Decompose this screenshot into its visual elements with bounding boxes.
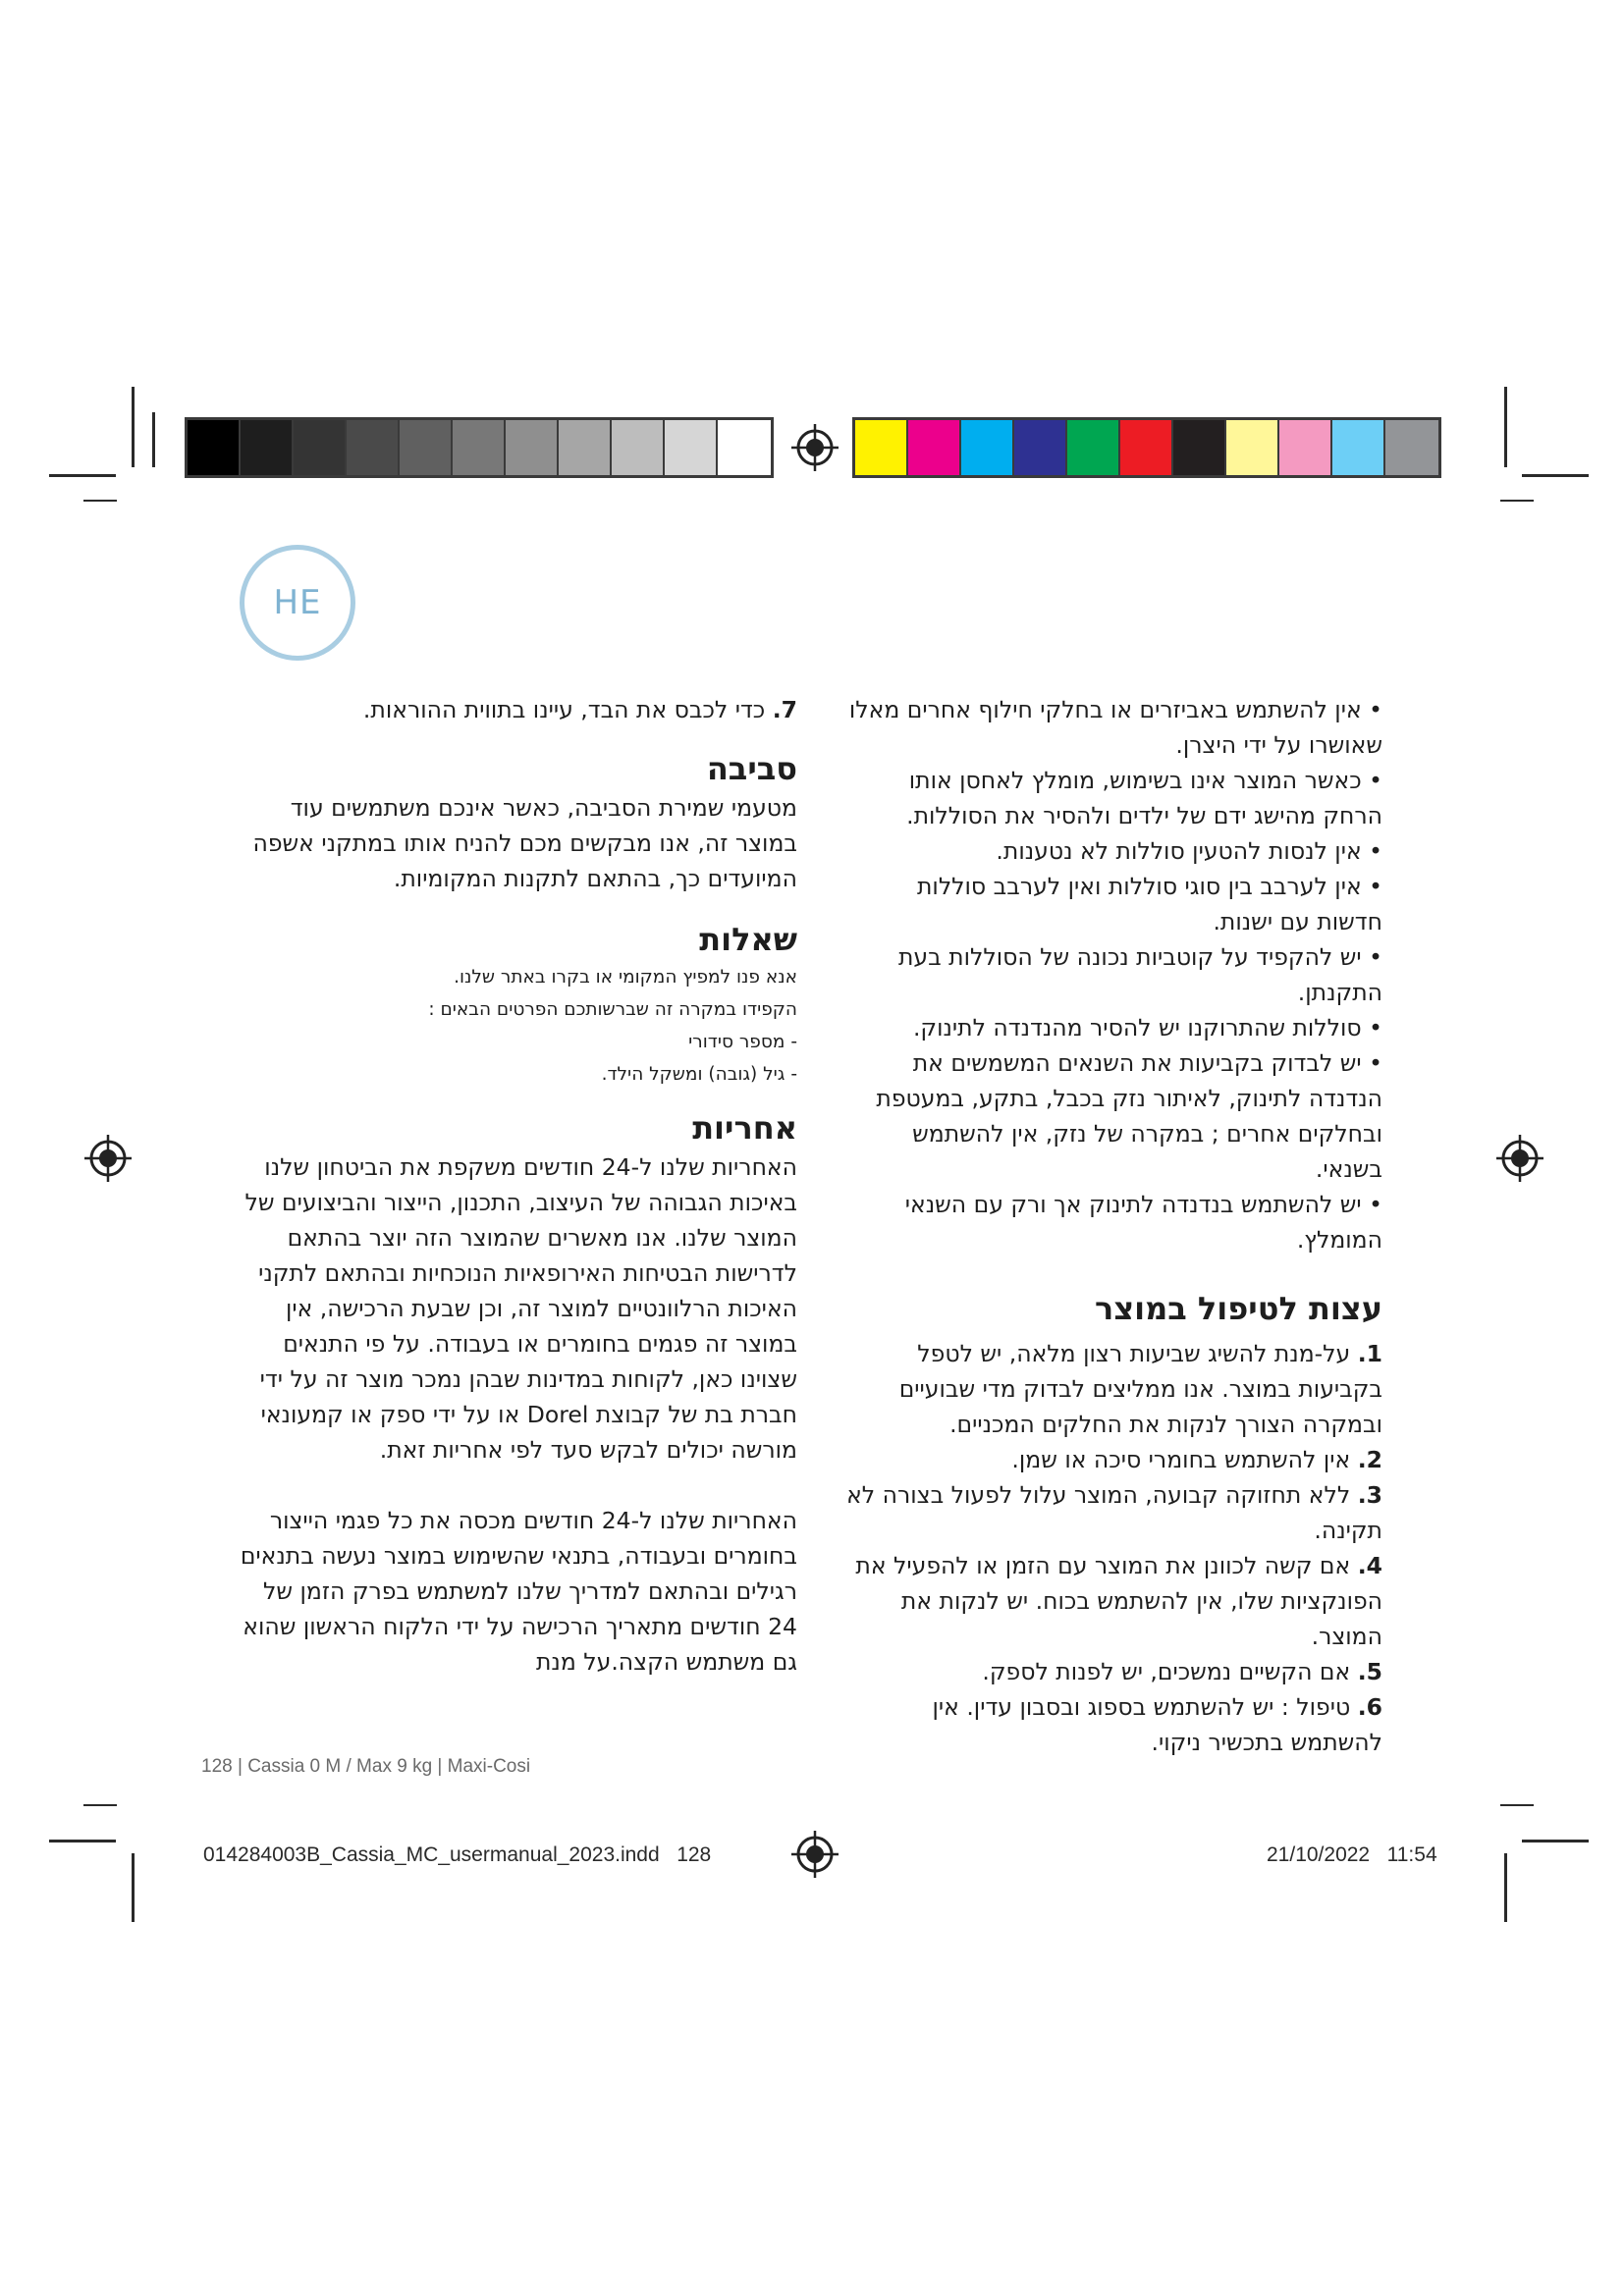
item-number: 6.	[1357, 1693, 1382, 1721]
right-column	[844, 692, 1382, 1760]
item-number: 5.	[1357, 1658, 1382, 1685]
list-item: - מספר סידורי	[688, 1032, 797, 1052]
list-item: • אין לנסות להטעין סוללות לא נטענות.	[996, 837, 1382, 865]
color-swatch	[294, 420, 347, 475]
list-item: הקפידו במקרה זה שברשותכם הפרטים הבאים :	[428, 999, 797, 1020]
color-swatch	[1332, 420, 1385, 475]
list-item	[844, 1548, 1382, 1654]
color-swatch	[961, 420, 1014, 475]
item-number: 2.	[1357, 1446, 1382, 1473]
crop-mark	[1522, 1840, 1589, 1842]
crop-mark	[132, 387, 135, 467]
care-item-7	[236, 692, 797, 727]
list-item	[844, 1477, 1382, 1548]
color-swatch	[559, 420, 612, 475]
crop-mark	[1522, 474, 1589, 477]
color-swatch	[1385, 420, 1438, 475]
process-color-bar	[852, 417, 1441, 478]
color-swatch	[1279, 420, 1332, 475]
slug-page: 128	[677, 1843, 712, 1866]
list-item: • אין להשתמש באביזרים או בחלקי חילוף אחרים מאלו שאושרו על ידי היצרן.	[848, 696, 1382, 759]
item-text: אין להשתמש בחומרי סיכה או שמן.	[1011, 1446, 1358, 1473]
bullet-list	[844, 692, 1382, 1257]
list-item: אנא פנו למפיץ המקומי או בקרו באתר שלנו.	[454, 967, 797, 988]
crop-mark	[1504, 1853, 1507, 1922]
environment-text: מטעמי שמירת הסביבה, כאשר אינכם משתמשים עוד במוצר זה, אנו מבקשים מכם להניח אותו במתקני אשפה המיועדים כך, בהתאם לתקנות המקומיות.	[252, 794, 797, 892]
warranty-paragraph: האחריות שלנו ל-24 חודשים משקפת את הביטחון שלנו באיכות הגבוהה של העיצוב, התכנון, הייצור והביצועים של המוצר שלנו. אנו מאשרים שהמוצר הזה יוצר בהתאם לדרישות הבטיחות האירופאיות הנוכחיות ובהתאם לתקני האיכות הרלוונטיים למוצר זה, וכן שבעת הרכישה, אין במוצר זה פגמים בחומרים או בעבודה. על פי התנאים שצוינו כאן, לקוחות במדינות שבהן נמכר מוצר זה על ידי חברת בת של קבוצת Dorel או על ידי ספק או קמעונאי מורשה יכולים לבקש סעד לפי אחריות זאת.	[244, 1153, 797, 1464]
item-text: ללא תחזוקה קבועה, המוצר עלול לפעול בצורה לא תקינה.	[846, 1481, 1382, 1544]
care-heading: עצות לטיפול במוצר	[1094, 1290, 1382, 1327]
color-swatch	[665, 420, 718, 475]
page-footer: 128 | Cassia 0 M / Max 9 kg | Maxi-Cosi	[201, 1756, 531, 1777]
item-text: טיפול : יש להשתמש בספוג ובסבון עדין. אין להשתמש בתכשיר ניקוי.	[932, 1693, 1382, 1756]
list-item: • יש לבדוק בקביעות את השנאים המשמשים את הנדנדה לתינוק, לאיתור נזק בכבל, בתקע, במעטפת ובחלקים אחרים ; במקרה של נזק, אין להשתמש בשנאי.	[876, 1049, 1382, 1183]
list-item: • סוללות שהתרוקנו יש להסיר מהנדנדה לתינוק.	[912, 1014, 1382, 1041]
left-column	[236, 692, 797, 1680]
language-badge: HE	[240, 545, 355, 661]
color-swatch	[1067, 420, 1120, 475]
list-item	[844, 1654, 1382, 1689]
crop-mark	[83, 1804, 117, 1806]
color-swatch	[453, 420, 506, 475]
color-swatch	[347, 420, 400, 475]
list-item: • יש להשתמש בנדנדה לתינוק אך ורק עם השנאי המומלץ.	[904, 1191, 1382, 1254]
color-swatch	[1014, 420, 1067, 475]
item-number: 4.	[1357, 1552, 1382, 1579]
color-swatch	[1173, 420, 1226, 475]
crop-mark	[1500, 500, 1534, 502]
crop-mark	[49, 1840, 116, 1842]
color-swatch	[612, 420, 665, 475]
item-text: כדי לכבס את הבד, עיינו בתווית ההוראות.	[362, 696, 773, 723]
list-item	[844, 1442, 1382, 1477]
list-item	[844, 1689, 1382, 1760]
item-text: אם קשה לכוונן את המוצר עם הזמן או להפעיל את הפונקציות שלו, אין להשתמש בכוח. יש לנקות את המוצר.	[855, 1552, 1382, 1650]
crop-mark	[152, 412, 155, 467]
crop-mark	[132, 1853, 135, 1922]
item-number: 3.	[1357, 1481, 1382, 1509]
slug-file: 014284003B_Cassia_MC_usermanual_2023.indd	[203, 1843, 660, 1866]
color-swatch	[1226, 420, 1279, 475]
list-item: • כאשר המוצר אינו בשימוש, מומלץ לאחסן אותו הרחק מהישג ידם של ילדים ולהסיר את הסוללות.	[906, 767, 1382, 829]
warranty-paragraph: האחריות שלנו ל-24 חודשים מכסה את כל פגמי הייצור בחומרים ובעבודה, בתנאי שהשימוש במוצר נעשה בתנאים רגילים ובהתאם למדריך שלנו למשתמש בפרק הזמן של 24 חודשים מתאריך הרכישה על ידי הלקוח הראשון שהוא גם משתמש הקצה.על מנת	[240, 1507, 797, 1676]
crop-mark	[1500, 1804, 1534, 1806]
slug-filename	[203, 1843, 711, 1867]
slug-time: 11:54	[1386, 1843, 1437, 1866]
item-number: 7.	[772, 696, 797, 723]
item-text: אם הקשיים נמשכים, יש לפנות לספק.	[982, 1658, 1358, 1685]
color-swatch	[855, 420, 908, 475]
color-swatch	[188, 420, 241, 475]
registration-mark-icon	[791, 424, 839, 471]
color-swatch	[241, 420, 294, 475]
color-swatch	[400, 420, 453, 475]
list-item	[844, 1336, 1382, 1442]
slug-date: 21/10/2022	[1267, 1843, 1371, 1866]
environment-heading: סביבה	[706, 750, 797, 787]
registration-mark-icon	[1496, 1135, 1543, 1182]
list-item: • אין לערבב בין סוגי סוללות ואין לערבב סוללות חדשות עם ישנות.	[916, 873, 1382, 935]
crop-mark	[49, 474, 116, 477]
slug-timestamp	[1267, 1843, 1437, 1867]
crop-mark	[83, 500, 117, 502]
care-list	[844, 1336, 1382, 1760]
questions-heading: שאלות	[699, 921, 797, 958]
list-item: - גיל (גובה) ומשקל הילד.	[601, 1064, 797, 1085]
color-swatch	[718, 420, 771, 475]
color-swatch	[506, 420, 559, 475]
list-item: • יש להקפיד על קוטביות נכונה של הסוללות בעת התקנתן.	[897, 943, 1382, 1006]
grayscale-color-bar	[185, 417, 774, 478]
color-swatch	[908, 420, 961, 475]
registration-mark-icon	[791, 1831, 839, 1878]
questions-list	[236, 961, 797, 1091]
color-swatch	[1120, 420, 1173, 475]
crop-mark	[1504, 387, 1507, 467]
registration-mark-icon	[84, 1135, 132, 1182]
item-text: על-מנת להשיג שביעות רצון מלאה, יש לטפל בקביעות במוצר. אנו ממליצים לבדוק מדי שבועיים ובמקרה הצורך לנקות את החלקים המכניים.	[898, 1340, 1382, 1438]
item-number: 1.	[1357, 1340, 1382, 1367]
warranty-heading: אחריות	[692, 1109, 797, 1147]
